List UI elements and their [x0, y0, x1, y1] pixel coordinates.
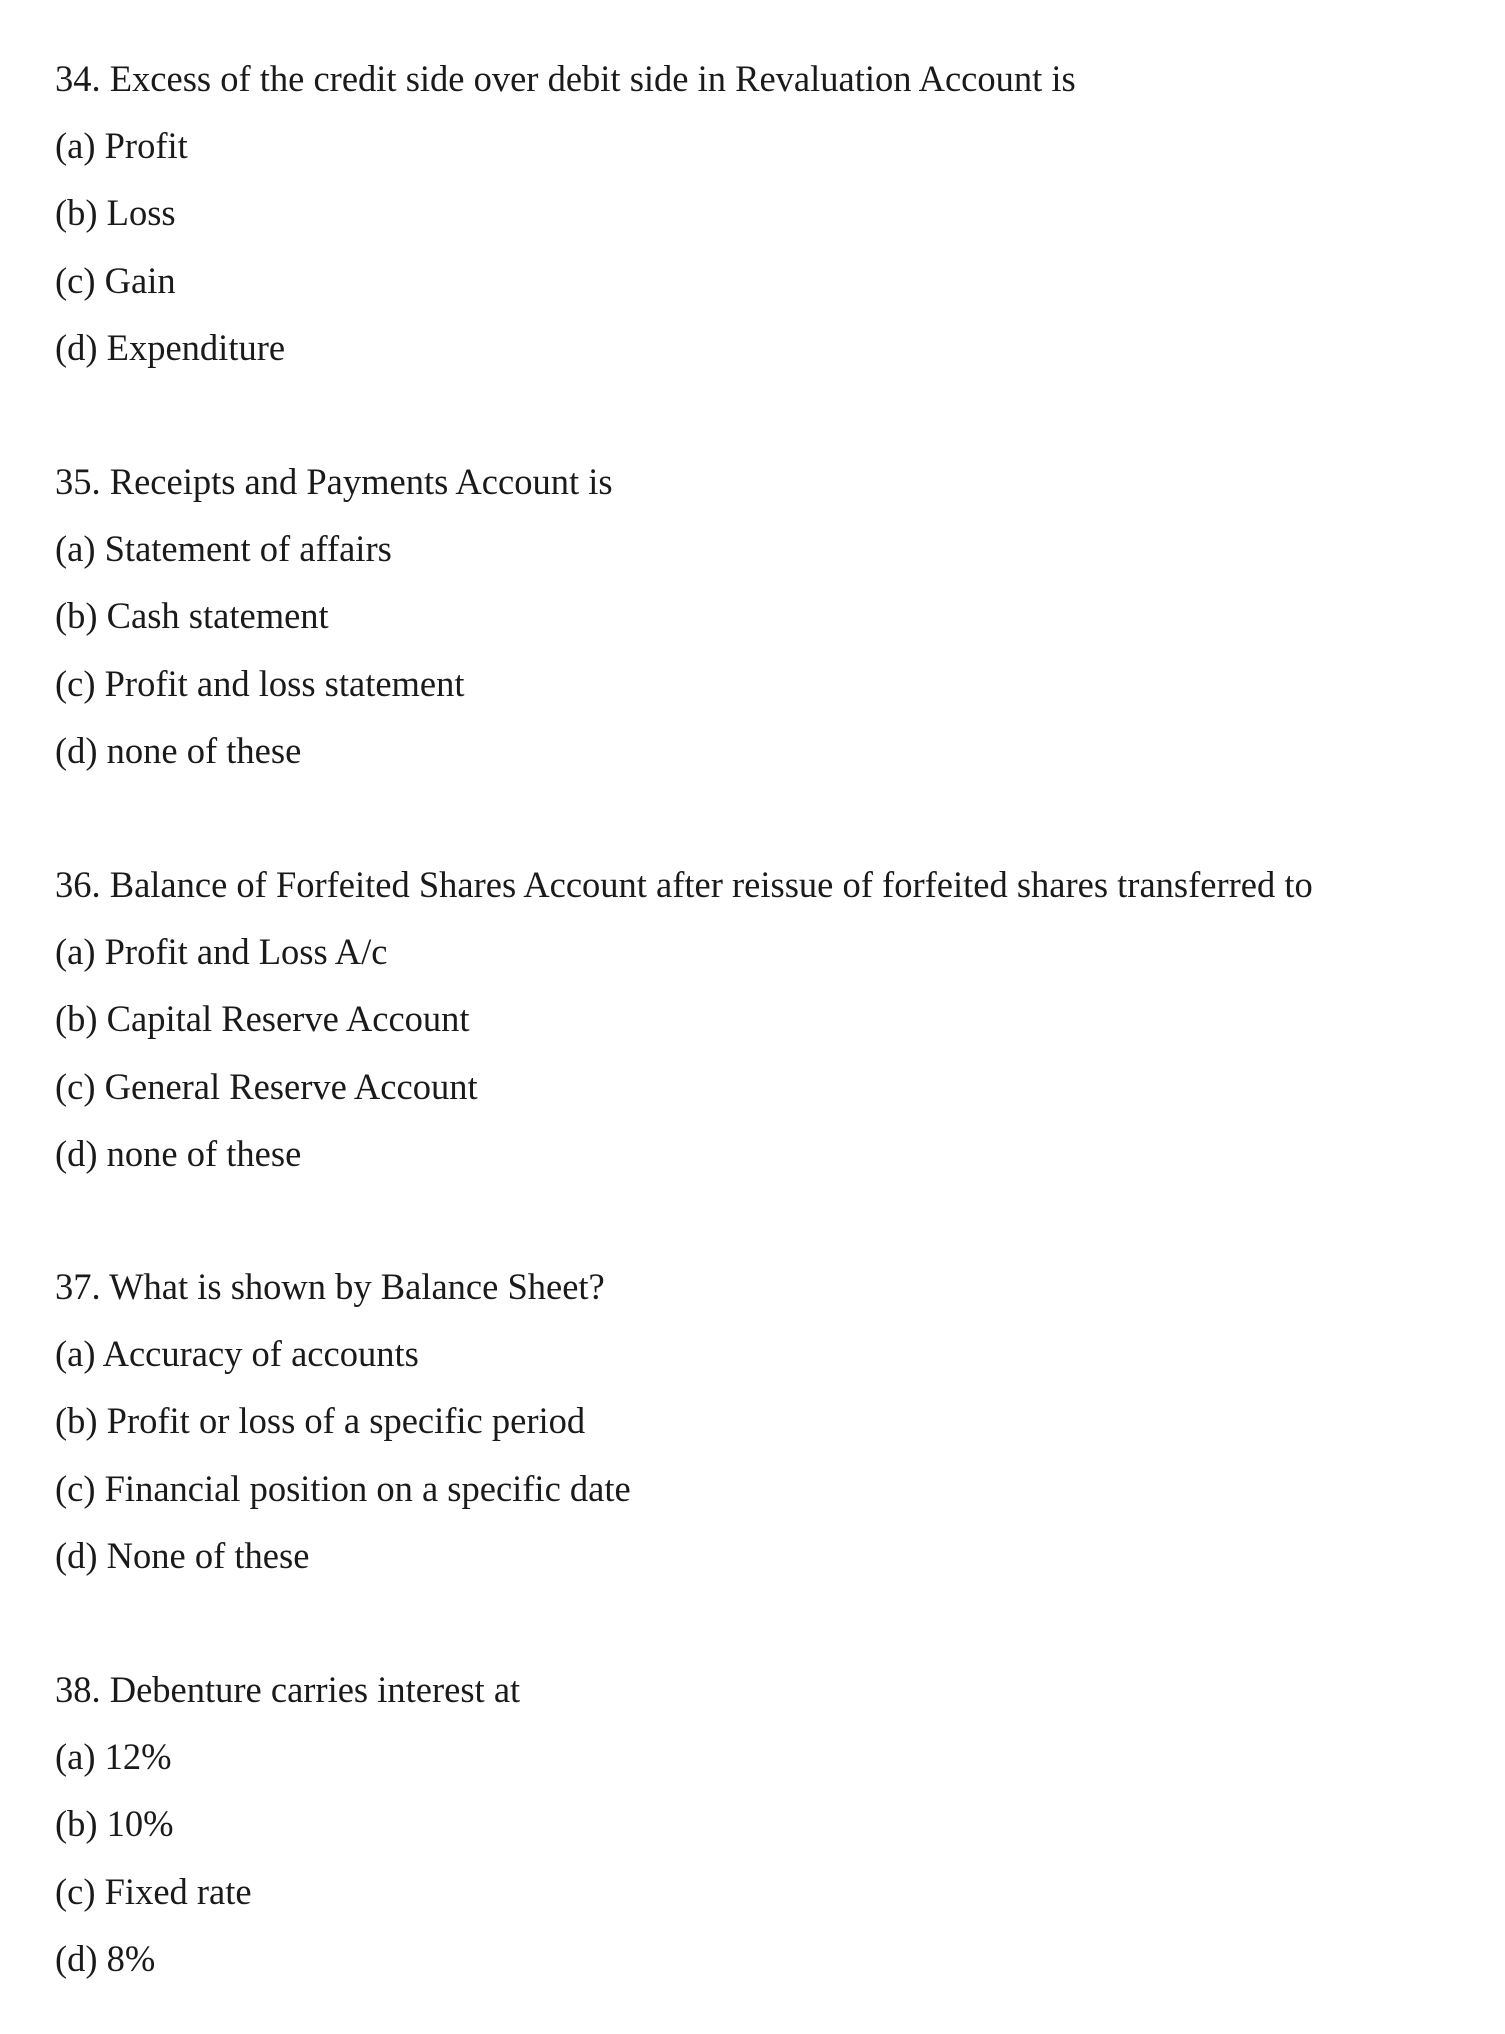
option-d: (d) none of these — [55, 1132, 302, 1174]
option-c: (c) Profit and loss statement — [55, 662, 465, 704]
option-b: (b) Profit or loss of a specific period — [55, 1400, 586, 1442]
option-c: (c) Gain — [55, 259, 176, 301]
option-d: (d) 8% — [55, 1937, 156, 1979]
option-b: (b) Cash statement — [55, 595, 329, 637]
option-b: (b) 10% — [55, 1803, 174, 1845]
option-c: (c) General Reserve Account — [55, 1065, 478, 1107]
question-text: 38. Debenture carries interest at — [55, 1669, 521, 1710]
question-37 — [55, 1253, 1475, 1589]
option-d: (d) Expenditure — [55, 326, 286, 368]
option-b: (b) Capital Reserve Account — [55, 998, 470, 1040]
question-38 — [55, 1656, 1475, 1992]
question-35 — [55, 448, 1475, 784]
option-c: (c) Financial position on a specific date — [55, 1467, 631, 1509]
option-d: (d) none of these — [55, 729, 302, 771]
option-a: (a) Statement of affairs — [55, 528, 392, 570]
question-text: 37. What is shown by Balance Sheet? — [55, 1266, 605, 1307]
option-a: (a) Profit and Loss A/c — [55, 931, 388, 973]
question-text: 35. Receipts and Payments Account is — [55, 461, 613, 502]
question-34 — [55, 45, 1475, 381]
option-a: (a) 12% — [55, 1736, 172, 1778]
option-a: (a) Profit — [55, 125, 188, 167]
question-text: 34. Excess of the credit side over debit side in Revaluation Account is — [55, 58, 1076, 99]
option-d: (d) None of these — [55, 1534, 310, 1576]
option-c: (c) Fixed rate — [55, 1870, 252, 1912]
option-b: (b) Loss — [55, 192, 176, 234]
question-36 — [55, 851, 1475, 1187]
question-text: 36. Balance of Forfeited Shares Account after reissue of forfeited shares transferred to — [55, 864, 1313, 905]
option-a: (a) Accuracy of accounts — [55, 1333, 419, 1375]
